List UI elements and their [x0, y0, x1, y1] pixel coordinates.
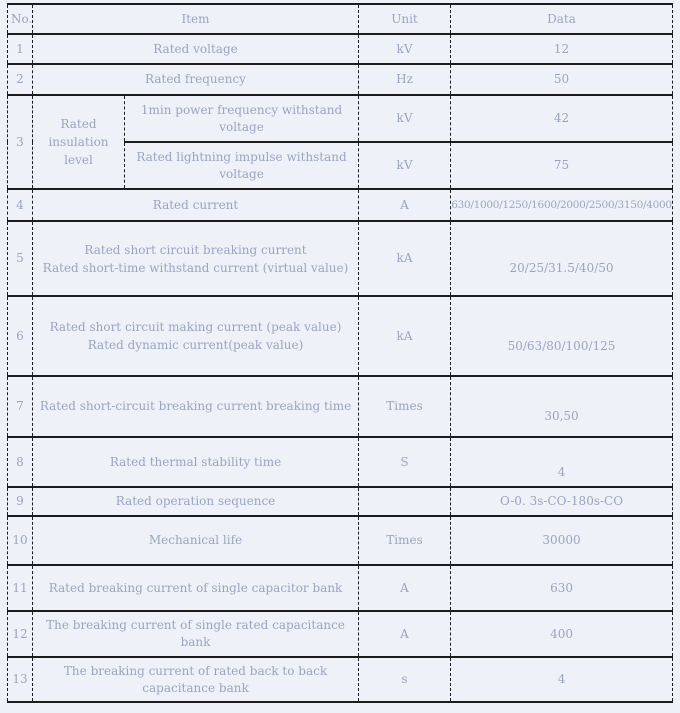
unit-cell: kA [359, 221, 451, 296]
item-cell: Rated frequency [33, 64, 359, 95]
item-line-2: Rated short-time withstand current (virtual value) [42, 260, 349, 275]
table-row-10 [8, 516, 673, 565]
table-row-7 [8, 376, 673, 437]
data-cell: 50/63/80/100/125 [451, 296, 673, 376]
unit-cell: A [359, 565, 451, 611]
data-cell: 30000 [451, 516, 673, 565]
no-cell: 13 [8, 657, 33, 702]
table-row-4 [8, 189, 673, 221]
table-row-11 [8, 565, 673, 611]
no-cell: 8 [8, 437, 33, 487]
item-cell: Rated thermal stability time [33, 437, 359, 487]
column-header-item: Item [33, 4, 359, 34]
unit-cell: s [359, 657, 451, 702]
data-cell: 400 [451, 611, 673, 657]
data-cell: 4 [451, 657, 673, 702]
no-cell: 5 [8, 221, 33, 296]
no-cell: 3 [8, 95, 33, 189]
unit-cell: kV [359, 142, 451, 189]
item-cell: Rated operation sequence [33, 487, 359, 516]
item-cell: The breaking current of single rated capacitance bank [33, 611, 359, 657]
unit-cell: S [359, 437, 451, 487]
table-row-8 [8, 437, 673, 487]
item-line-1: Rated short circuit breaking current [84, 242, 307, 257]
unit-cell [359, 487, 451, 516]
data-cell: 75 [451, 142, 673, 189]
unit-cell: Times [359, 516, 451, 565]
column-header-no: No. [8, 4, 33, 34]
data-cell: 12 [451, 34, 673, 64]
item-line-2: Rated dynamic current(peak value) [87, 338, 304, 352]
unit-cell: kV [359, 95, 451, 142]
data-cell: 30,50 [451, 376, 673, 437]
no-cell: 4 [8, 189, 33, 221]
data-cell: 20/25/31.5/40/50 [451, 221, 673, 296]
table-row-3a [8, 95, 673, 142]
table-row-9 [8, 487, 673, 516]
data-cell: O-0. 3s-CO-180s-CO [451, 487, 673, 516]
item-cell: The breaking current of rated back to back capacitance bank [33, 657, 359, 702]
no-cell: 6 [8, 296, 33, 376]
data-cell: 630/1000/1250/1600/2000/2500/3150/4000 [451, 189, 673, 221]
no-cell: 10 [8, 516, 33, 565]
no-cell: 1 [8, 34, 33, 64]
no-cell: 7 [8, 376, 33, 437]
table-row-2 [8, 64, 673, 95]
sub-item-cell: Rated lightning impulse withstand voltage [125, 142, 359, 189]
column-header-data: Data [451, 4, 673, 34]
unit-cell: A [359, 189, 451, 221]
unit-cell: Times [359, 376, 451, 437]
data-cell: 50 [451, 64, 673, 95]
table-row-12 [8, 611, 673, 657]
unit-cell: kV [359, 34, 451, 64]
sub-item-cell: 1min power frequency withstand voltage [125, 95, 359, 142]
data-cell: 630 [451, 565, 673, 611]
item-cell: Rated voltage [33, 34, 359, 64]
table-row-5 [8, 221, 673, 296]
table-row-1 [8, 34, 673, 64]
spec-table [7, 3, 673, 703]
data-cell: 4 [451, 437, 673, 487]
item-cell: Rated breaking current of single capacitor bank [33, 565, 359, 611]
data-cell: 42 [451, 95, 673, 142]
table-row-13 [8, 657, 673, 702]
item-cell [33, 221, 359, 296]
item-cell: Rated short-circuit breaking current breaking time [33, 376, 359, 437]
item-cell: Rated current [33, 189, 359, 221]
no-cell: 11 [8, 565, 33, 611]
item-cell: Mechanical life [33, 516, 359, 565]
item-line-1: Rated short circuit making current (peak value) [49, 320, 342, 334]
item-group-cell: Rated insulation level [33, 95, 125, 189]
header-row [8, 4, 673, 34]
item-cell [33, 296, 359, 376]
column-header-unit: Unit [359, 4, 451, 34]
unit-cell: A [359, 611, 451, 657]
no-cell: 12 [8, 611, 33, 657]
no-cell: 9 [8, 487, 33, 516]
unit-cell: kA [359, 296, 451, 376]
table-row-6 [8, 296, 673, 376]
unit-cell: Hz [359, 64, 451, 95]
no-cell: 2 [8, 64, 33, 95]
